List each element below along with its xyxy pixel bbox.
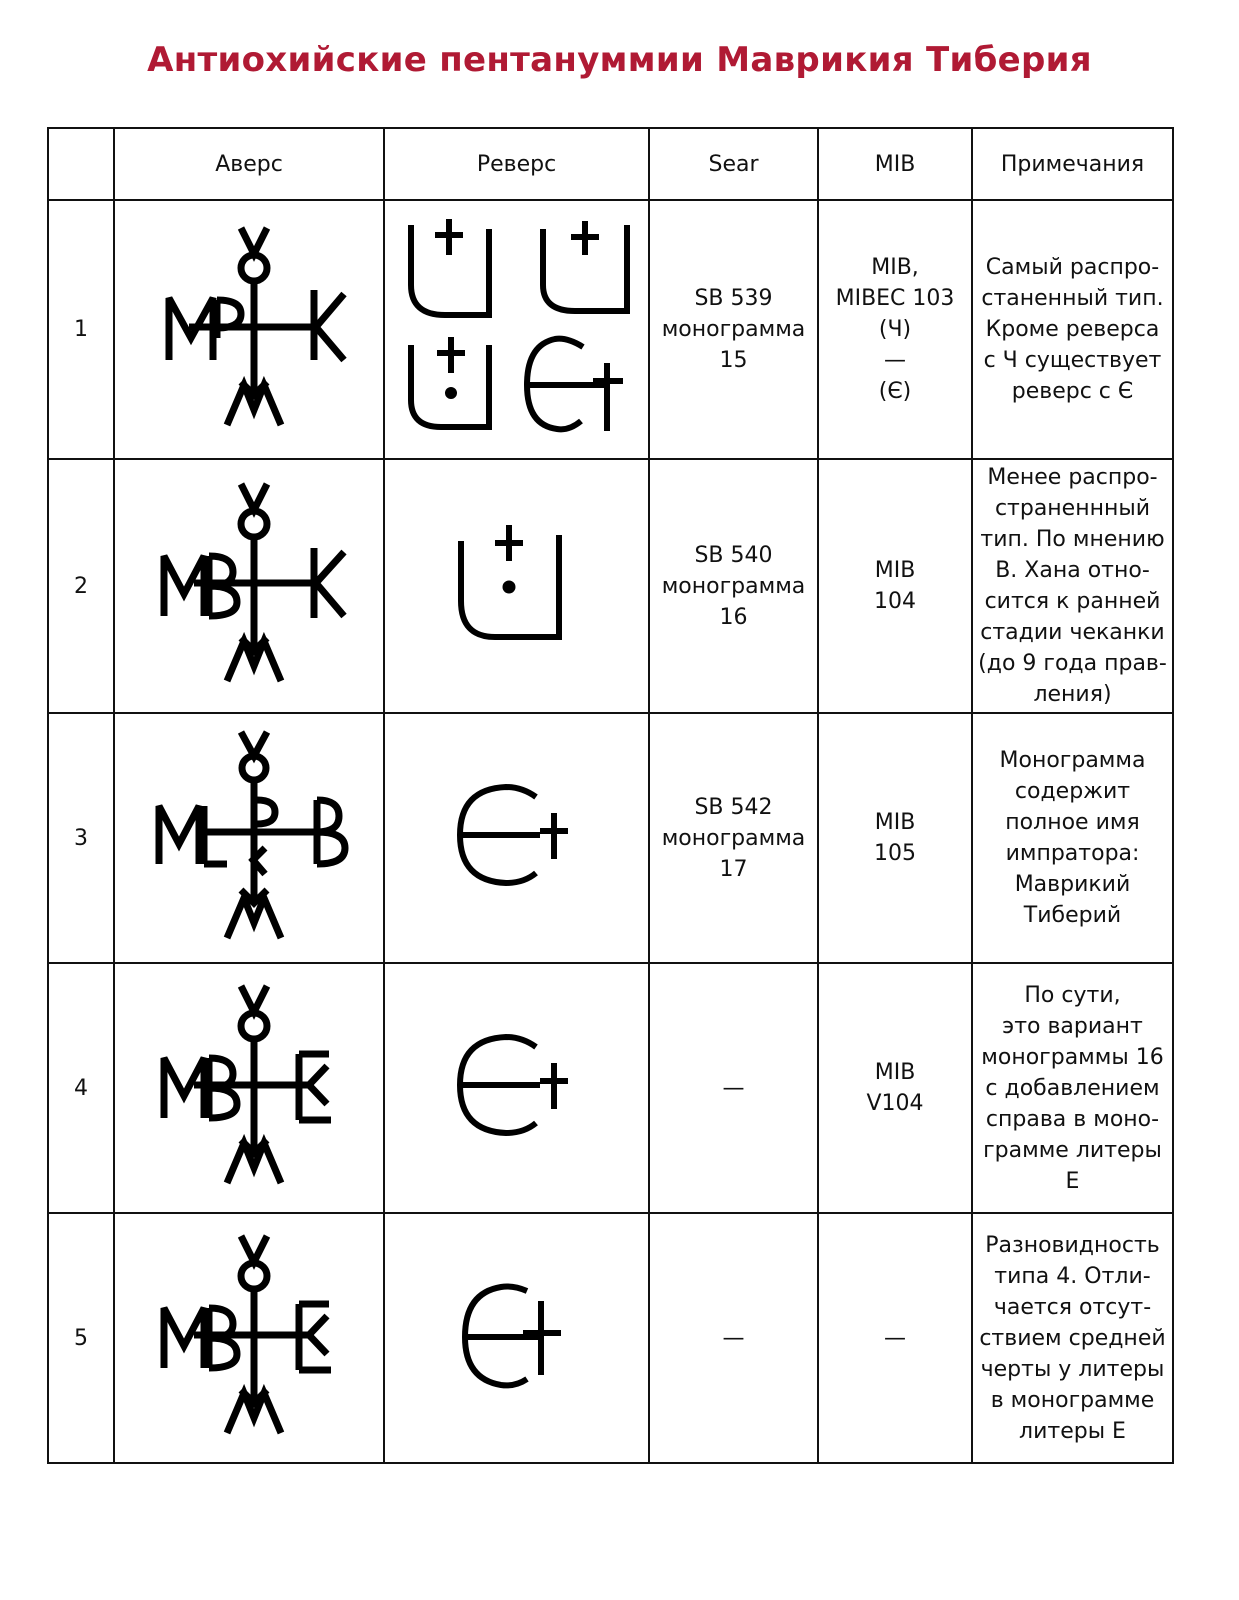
table-row [48,1213,1173,1463]
header-notes: Примечания [972,128,1173,200]
header-obverse: Аверс [114,128,384,200]
obverse-cell [114,459,384,713]
table-row [48,713,1173,963]
row-number: 3 [48,713,114,963]
obverse-cell [114,1213,384,1463]
reverse-images [452,783,582,893]
reverse-cell [384,713,649,963]
notes-cell: Разновидность типа 4. Отли- чается отсут- ствием средней черты у литеры в монограмме литеры Е [972,1213,1173,1463]
monogram-table [47,127,1174,1464]
header-mib: MIB [818,128,972,200]
mib-cell: MIB, MIBEC 103 (Ч) — (Є) [818,200,972,459]
sear-cell: — [649,1213,818,1463]
notes-cell: Менее распро- страненнный тип. По мнению В. Хана отно- сится к ранней стадии чеканки (до 9 года прав- ления) [972,459,1173,713]
mib-cell: — [818,1213,972,1463]
sear-cell: — [649,963,818,1213]
reverse-cell [384,1213,649,1463]
monogram-image [149,978,349,1198]
notes-cell: Самый распро- станенный тип. Кроме реверса с Ч существует реверс с Є [972,200,1173,459]
reverse-images [457,1283,577,1393]
notes-cell: Монограмма содержит полное имя импратора: Маврикий Тиберий [972,713,1173,963]
monogram-image [149,476,349,696]
reverse-images [452,1033,582,1143]
monogram-image [149,220,349,440]
sear-cell: SB 539 монограмма 15 [649,200,818,459]
reverse-images [397,215,637,445]
page-title: Антиохийские пентануммии Маврикия Тиберия [147,40,1092,80]
sear-cell: SB 542 монограмма 17 [649,713,818,963]
obverse-cell [114,200,384,459]
header-reverse: Реверс [384,128,649,200]
row-number: 5 [48,1213,114,1463]
reverse-images [447,521,587,651]
mib-cell: MIB V104 [818,963,972,1213]
table-row [48,963,1173,1213]
mib-cell: MIB 104 [818,459,972,713]
notes-cell: По сути, это вариант монограммы 16 с добавлением справа в моно- грамме литеры Е [972,963,1173,1213]
obverse-cell [114,713,384,963]
row-number: 2 [48,459,114,713]
row-number: 4 [48,963,114,1213]
table-row [48,200,1173,459]
mib-cell: MIB 105 [818,713,972,963]
reverse-cell [384,459,649,713]
reverse-cell [384,963,649,1213]
row-number: 1 [48,200,114,459]
monogram-image [149,1228,349,1448]
monogram-image [149,728,349,948]
header-row [48,128,1173,200]
sear-cell: SB 540 монограмма 16 [649,459,818,713]
header-num [48,128,114,200]
reverse-cell [384,200,649,459]
table-row [48,459,1173,713]
header-sear: Sear [649,128,818,200]
obverse-cell [114,963,384,1213]
